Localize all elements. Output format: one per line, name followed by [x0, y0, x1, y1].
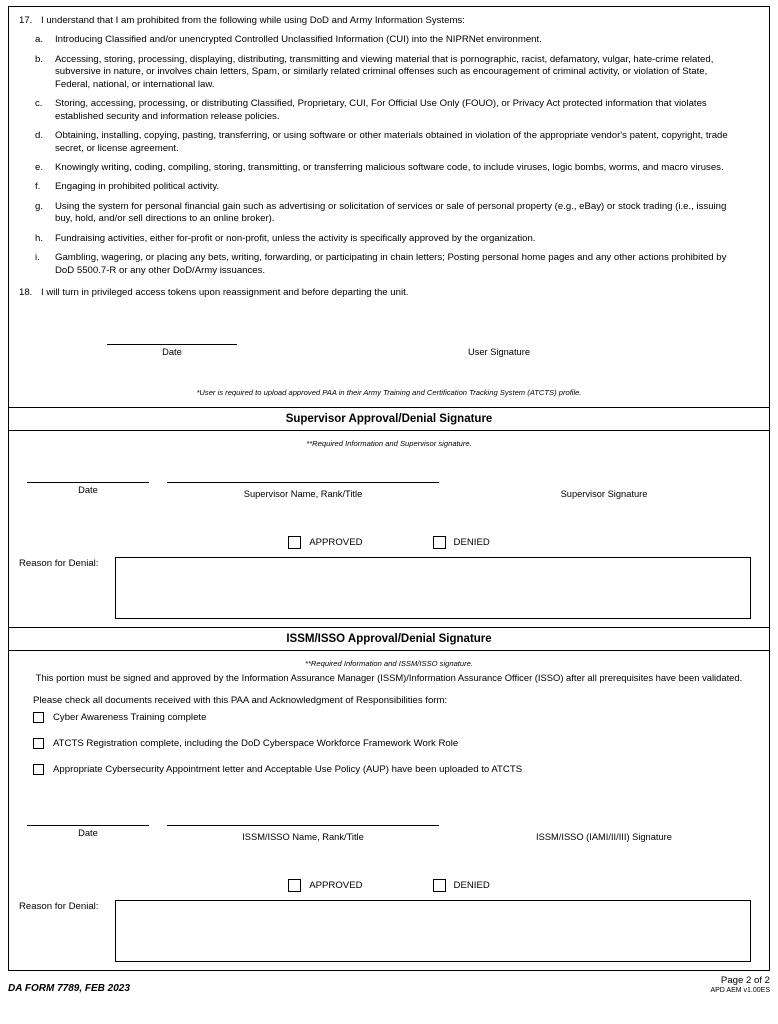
- item-17-number: 17.: [19, 15, 33, 26]
- issm-date-line[interactable]: [27, 825, 149, 826]
- sub-text: Obtaining, installing, copying, pasting, transferring, or using software or other materials obtained in violation of the appropriate vendor's patent, copyright, trade secret, or license agreement.: [55, 130, 728, 154]
- issm-denied-label: DENIED: [453, 879, 490, 891]
- supervisor-decision-row: [19, 536, 759, 549]
- supervisor-reason-input[interactable]: [115, 557, 751, 619]
- issm-approved-label: APPROVED: [309, 879, 363, 891]
- sub-letter: i.: [35, 252, 40, 264]
- issm-approved-option[interactable]: [288, 879, 362, 892]
- issm-name-line[interactable]: [167, 825, 439, 826]
- issm-decision-row: [19, 879, 759, 892]
- item-18-text: I will turn in privileged access tokens upon reassignment and before departing the unit.: [41, 287, 409, 299]
- page-number: Page 2 of 2: [720, 974, 770, 986]
- issm-document-item[interactable]: [33, 764, 759, 775]
- supervisor-reason-label: Reason for Denial:: [19, 557, 99, 569]
- sub-text: Introducing Classified and/or unencrypted Controlled Unclassified Information (CUI) into the NIPRNet environment.: [55, 34, 542, 46]
- supervisor-date-line[interactable]: [27, 482, 149, 483]
- issm-required-note: **Required Information and ISSM/ISSO signature.: [305, 658, 473, 668]
- user-signature-block: [19, 344, 759, 384]
- issm-section-title: ISSM/ISSO Approval/Denial Signature: [9, 628, 769, 651]
- sub-letter: e.: [35, 162, 44, 174]
- sub-text: Storing, accessing, processing, or distributing Classified, Proprietary, CUI, For Official Use Only (FOUO), or Privacy Act protected information that violates established security and information release policies.: [55, 98, 707, 122]
- supervisor-required-note: **Required Information and Supervisor signature.: [306, 438, 472, 448]
- issm-name-label: ISSM/ISSO Name, Rank/Title: [242, 831, 364, 842]
- sub-text: Engaging in prohibited political activity.: [55, 181, 220, 193]
- item-17-sublist: [19, 34, 759, 277]
- issm-statement: This portion must be signed and approved by the Information Assurance Manager (ISSM)/Information Assurance Officer (ISSO) after all prerequisites have been validated.: [35, 671, 743, 683]
- supervisor-denied-option[interactable]: [433, 536, 490, 549]
- list-item: [19, 98, 759, 123]
- supervisor-reason-row: [19, 557, 759, 619]
- sub-letter: h.: [35, 232, 44, 244]
- list-item: [19, 233, 759, 245]
- sub-letter: f.: [35, 181, 41, 193]
- item-18-number: 18.: [19, 287, 33, 299]
- issm-document-item[interactable]: [33, 712, 759, 723]
- issm-document-label: ATCTS Registration complete, including the DoD Cyberspace Workforce Framework Work Role: [53, 737, 459, 749]
- sub-letter: c.: [35, 98, 43, 110]
- list-item: [19, 201, 759, 226]
- checkbox-icon[interactable]: [433, 879, 446, 892]
- user-date-label: Date: [162, 346, 182, 357]
- supervisor-signature-label: Supervisor Signature: [560, 488, 648, 499]
- sub-text: Using the system for personal financial gain such as advertising or solicitation of services or sale of personal property (e.g., eBay) or stock trading (i.e., issuing buy, hold, and/or sell directions to an online broker).: [55, 200, 727, 225]
- list-item: [19, 162, 759, 174]
- prohibited-activities-section: [9, 7, 769, 407]
- issm-reason-label: Reason for Denial:: [19, 900, 99, 912]
- list-item: [19, 54, 759, 91]
- user-date-line[interactable]: [107, 344, 237, 345]
- checkbox-icon[interactable]: [33, 712, 44, 723]
- list-item: [19, 34, 759, 46]
- issm-signature-label: ISSM/ISSO (IAMI/II/III) Signature: [536, 831, 672, 842]
- supervisor-date-label: Date: [78, 484, 98, 495]
- supervisor-section-title: Supervisor Approval/Denial Signature: [9, 408, 769, 431]
- supervisor-name-line[interactable]: [167, 482, 439, 483]
- issm-signature-row: [19, 825, 759, 871]
- sub-letter: a.: [35, 34, 44, 46]
- issm-section-body: [9, 651, 769, 970]
- item-17-text: I understand that I am prohibited from the following while using DoD and Army Information Systems:: [41, 15, 465, 26]
- item-18: [19, 287, 759, 299]
- issm-document-label: Cyber Awareness Training complete: [53, 711, 207, 723]
- issm-instruction: Please check all documents received with this PAA and Acknowledgment of Responsibilities form:: [33, 694, 448, 706]
- supervisor-denied-label: DENIED: [453, 536, 490, 548]
- checkbox-icon[interactable]: [288, 536, 301, 549]
- user-signature-label: User Signature: [467, 346, 530, 357]
- issm-denied-option[interactable]: [433, 879, 490, 892]
- list-item: [19, 130, 759, 155]
- supervisor-approved-option[interactable]: [288, 536, 362, 549]
- item-17: [19, 15, 759, 27]
- sub-text: Gambling, wagering, or placing any bets, writing, forwarding, or participating in chain letters; Posting personal home pages and any other actions prohibited by DoD 5500.7-R or any other DoD/Army issuances.: [55, 252, 727, 276]
- checkbox-icon[interactable]: [33, 764, 44, 775]
- supervisor-name-label: Supervisor Name, Rank/Title: [243, 488, 363, 499]
- checkbox-icon[interactable]: [33, 738, 44, 749]
- footer-right: [710, 975, 770, 994]
- sub-text: Fundraising activities, either for-profit or non-profit, unless the activity is specifically approved by the organization.: [55, 232, 536, 244]
- form-body: [8, 6, 770, 971]
- issm-document-label: Appropriate Cybersecurity Appointment letter and Acceptable Use Policy (AUP) have been uploaded to ATCTS: [53, 763, 523, 775]
- form-footer: [8, 975, 770, 994]
- issm-document-item[interactable]: [33, 738, 759, 749]
- issm-date-label: Date: [78, 827, 98, 838]
- sub-letter: g.: [35, 200, 44, 212]
- issm-reason-row: [19, 900, 759, 962]
- issm-reason-input[interactable]: [115, 900, 751, 962]
- list-item: [19, 252, 759, 277]
- checkbox-icon[interactable]: [288, 879, 301, 892]
- supervisor-section-body: [9, 431, 769, 627]
- sub-text: Accessing, storing, processing, displaying, distributing, transmitting and viewing material that is pornographic, racist, defamatory, vulgar, hate-crime related, subversive in nature, or involves chain letters, Spam, or similarly related criminal offenses such as encouragement of criminal activity, or violation of State, Federal, national, or international law.: [55, 53, 714, 90]
- sub-letter: b.: [35, 53, 44, 65]
- checkbox-icon[interactable]: [433, 536, 446, 549]
- list-item: [19, 181, 759, 193]
- sub-text: Knowingly writing, coding, compiling, storing, transmitting, or transferring malicious software code, to include viruses, logic bombs, worms, and macro viruses.: [55, 162, 724, 174]
- form-id-label: DA FORM 7789, FEB 2023: [8, 982, 130, 994]
- user-upload-footnote: *User is required to upload approved PAA in their Army Training and Certification Tracking System (ATCTS) profile.: [196, 387, 582, 397]
- sub-letter: d.: [35, 130, 44, 142]
- apd-version-label: APD AEM v1.00ES: [710, 986, 770, 994]
- supervisor-approved-label: APPROVED: [309, 536, 363, 548]
- supervisor-signature-row: [19, 482, 759, 528]
